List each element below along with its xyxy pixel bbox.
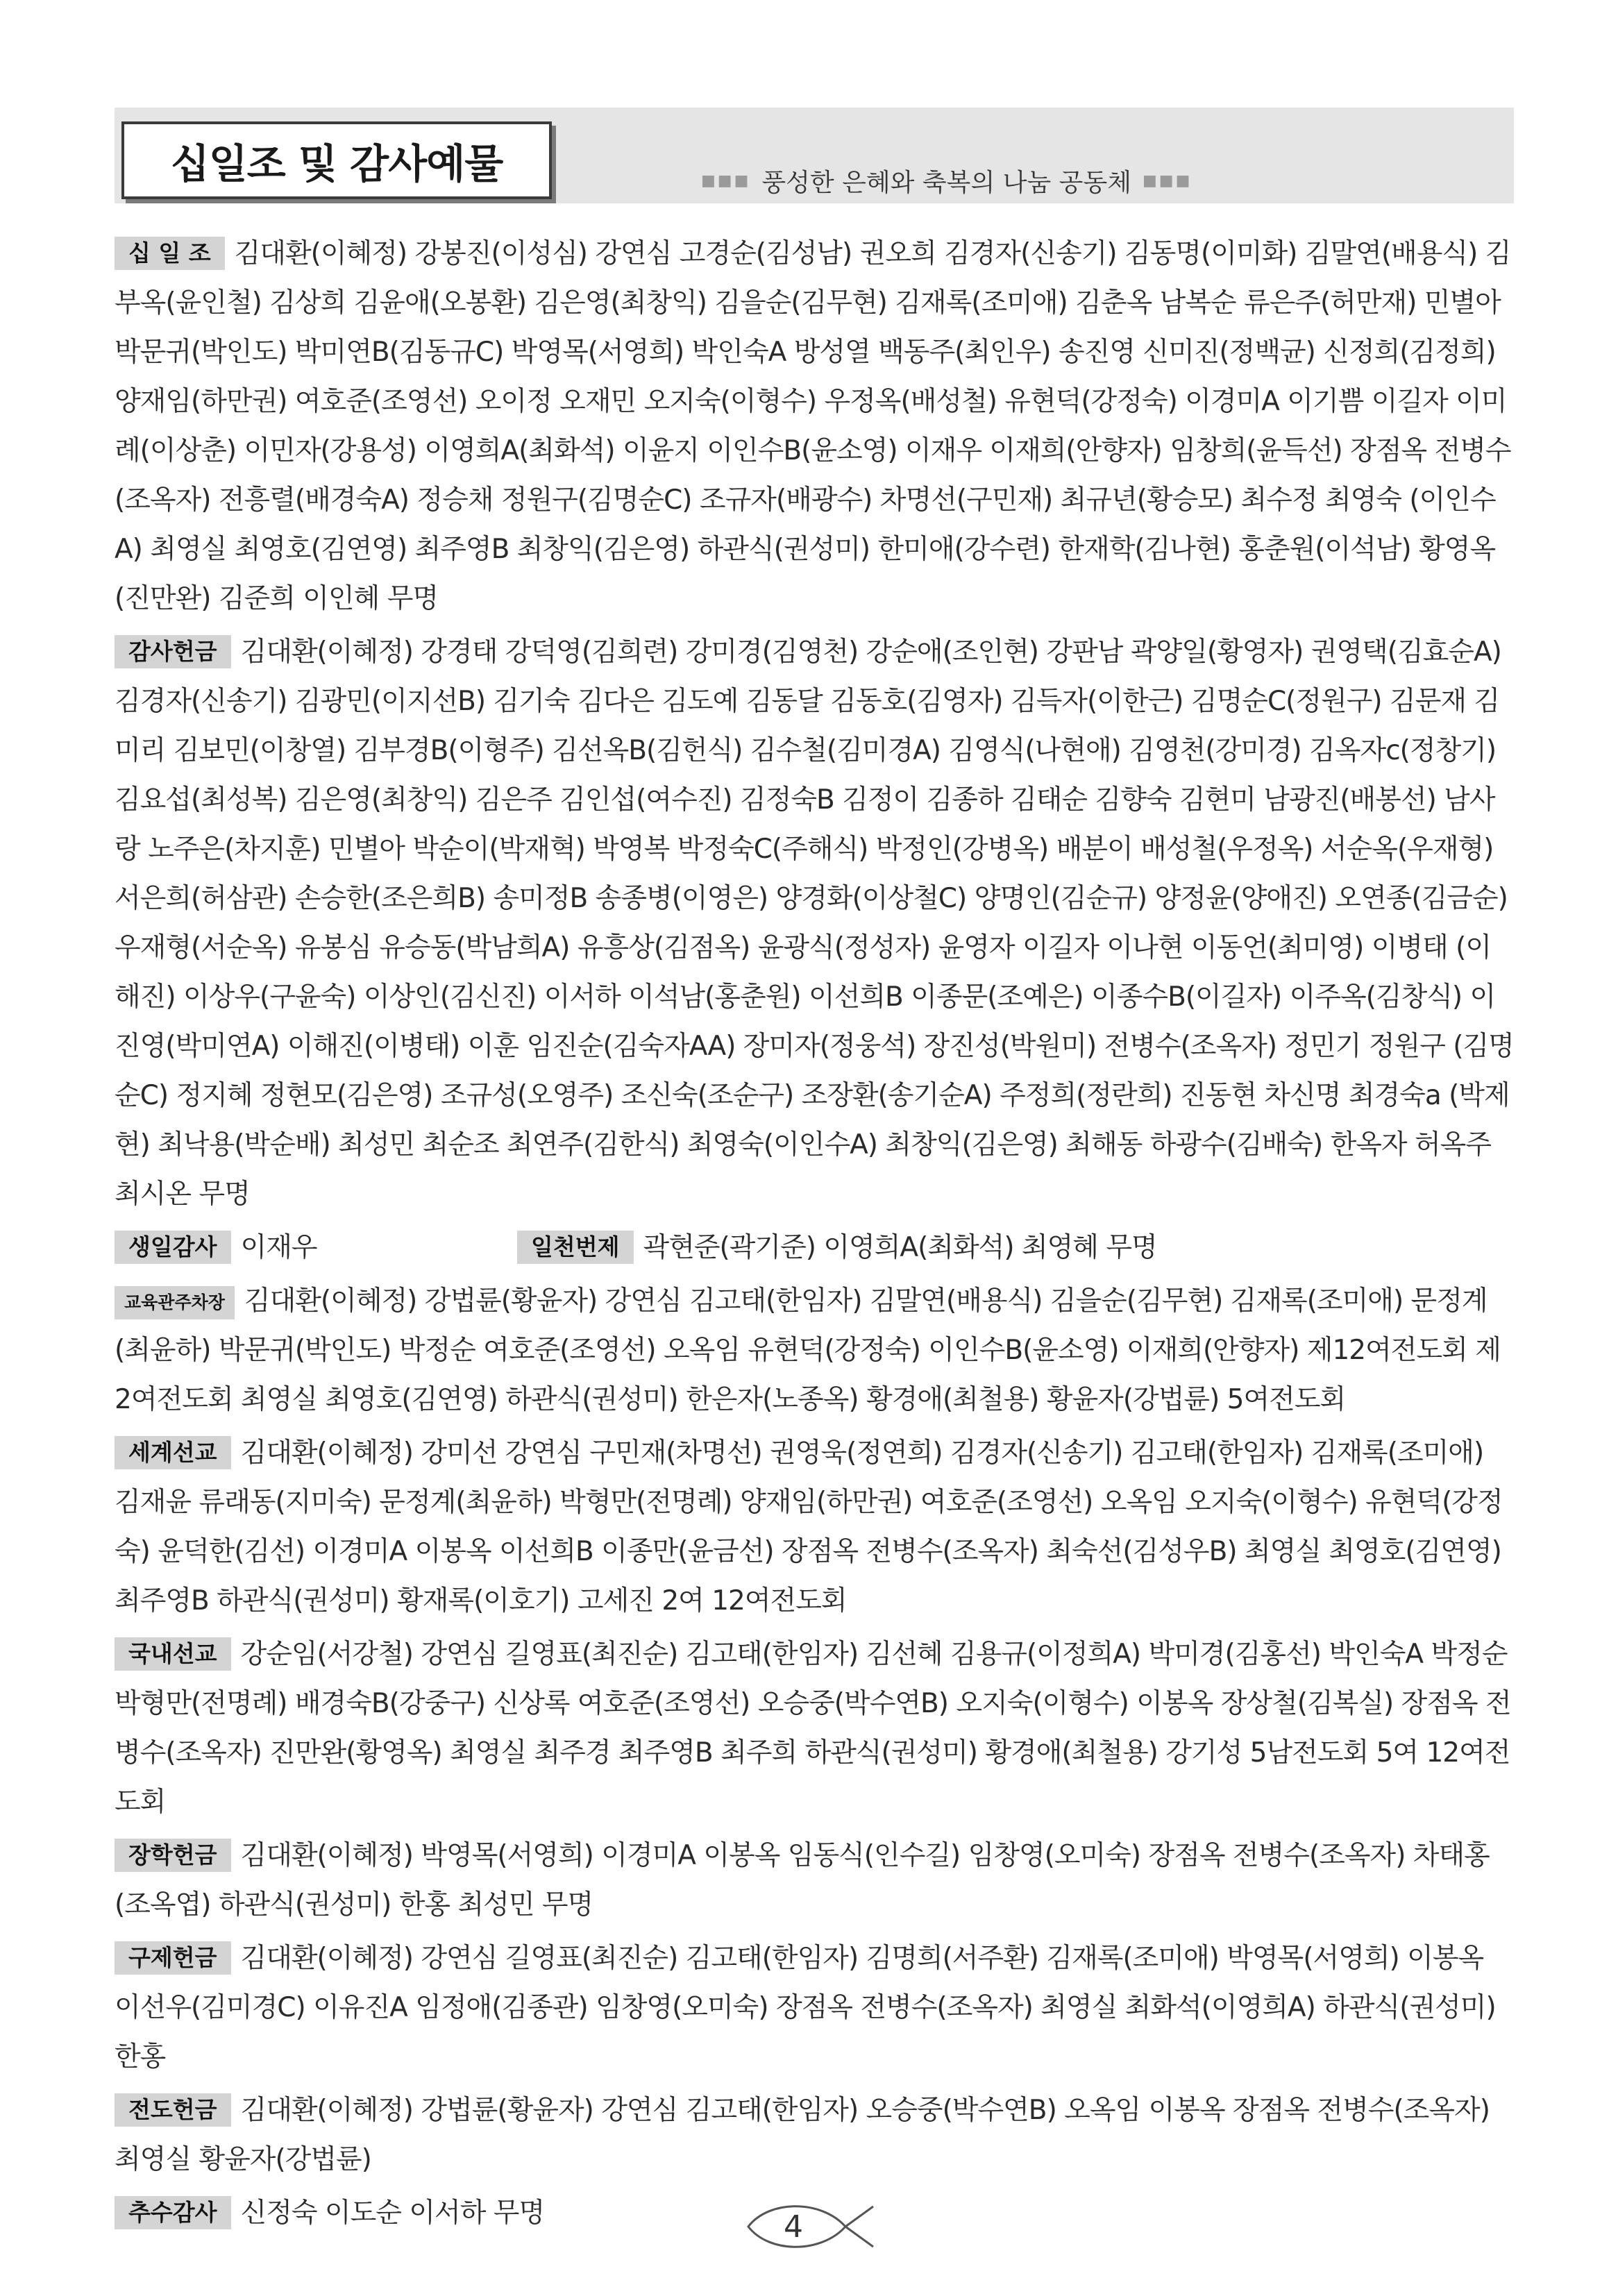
name-list: 곽현준(곽기준) 이영희A(최화석) 최영혜 무명 <box>643 1232 1157 1263</box>
subtitle-text: 풍성한 은혜와 축복의 나눔 공동체 <box>761 168 1131 197</box>
section-tithe <box>115 229 1514 623</box>
section-education <box>115 1276 1514 1424</box>
name-list: 강순임(서강철) 강연심 길영표(최진순) 김고태(한임자) 김선혜 김용규(이정희A) 박미경(김홍선) 박인숙A 박정순 박형만(전명례) 배경숙B(강중구) 신상록 여호준(조영선) 오승중(박수연B) 오지숙(이형수) 이봉옥 장상철(김복실) 장점옥 전병수(조옥자) 진만완(황영옥) 최영실 최주경 최주영B 최주희 하관식(권성미) 황경애(최철용) 강기성 5남전도회 5여 12여전도회 <box>115 1639 1511 1818</box>
section-world-mission <box>115 1428 1514 1626</box>
name-list: 김대환(이혜정) 박영목(서영희) 이경미A 이봉옥 임동식(인수길) 임창영(오미숙) 장점옥 전병수(조옥자) 차태홍 (조옥엽) 하관식(권성미) 한홍 최성민 무명 <box>115 1840 1490 1921</box>
section-label: 십 일 조 <box>115 237 225 270</box>
name-list: 김대환(이혜정) 강법륜(황윤자) 강연심 김고태(한임자) 오승중(박수연B) 오옥임 이봉옥 장점옥 전병수(조옥자) 최영실 황윤자(강법륜) <box>115 2095 1490 2175</box>
section-label: 추수감사 <box>115 2196 231 2229</box>
section-label: 생일감사 <box>115 1231 231 1264</box>
section-label: 일천번제 <box>517 1231 634 1264</box>
name-list: 김대환(이혜정) 강경태 강덕영(김희련) 강미경(김영천) 강순애(조인현) 강판남 곽양일(황영자) 권영택(김효순A) 김경자(신송기) 김광민(이지선B) 김기숙 김다은 김도예 김동달 김동호(김영자) 김득자(이한근) 김명순C(정원구) 김문재 김미리 김보민(이창열) 김부경B(이형주) 김선옥B(김헌식) 김수철(김미경A) 김영식(나현애) 김영천(강미경) 김옥자c(정창기) 김요섭(최성복) 김은영(최창익) 김은주 김인섭(여수진) 김정숙B 김정이 김종하 김태순 김향숙 김현미 남광진(배봉선) 남사랑 노주은(차지훈) 민별아 박순이(박재혁) 박영복 박정숙C(주해식) 박정인(강병옥) 배분이 배성철(우정옥) 서순옥(우재형) 서은희(허삼관) 손승한(조은희B) 송미정B 송종병(이영은) 양경화(이상철C) 양명인(김순규) 양정윤(양애진) 오연종(김금순) 우재형(서순옥) 유봉심 유승동(박남희A) 유흥상(김점옥) 윤광식(정성자) 윤영자 이길자 이나현 이동언(최미영) 이병태 (이해진) 이상우(구윤숙) 이상인(김신진) 이서하 이석남(홍춘원) 이선희B 이종문(조예은) 이종수B(이길자) 이주옥(김창식) 이진영(박미연A) 이해진(이병태) 이훈 임진순(김숙자AA) 장미자(정웅석) 장진성(박원미) 전병수(조옥자) 정민기 정원구 (김명순C) 정지혜 정현모(김은영) 조규성(오영주) 조신숙(조순구) 조장환(송기순A) 주정희(정란희) 진동현 차신명 최경숙a (박제현) 최낙용(박순배) 최성민 최순조 최연주(김한식) 최영숙(이인수A) 최창익(김은영) 최해동 하광수(김배숙) 한옥자 허옥주 최시온 무명 <box>115 636 1514 1210</box>
decorative-dots-right: ■■■ <box>1143 171 1193 189</box>
section-relief <box>115 1934 1514 2082</box>
name-list: 김대환(이혜정) 강봉진(이성심) 강연심 고경순(김성남) 권오희 김경자(신송기) 김동명(이미화) 김말연(배용식) 김부옥(윤인철) 김상희 김윤애(오봉환) 김은영(최창익) 김을순(김무현) 김재록(조미애) 김춘옥 남복순 류은주(허만재) 민별아 박문귀(박인도) 박미연B(김동규C) 박영목(서영희) 박인숙A 방성열 백동주(최인우) 송진영 신미진(정백균) 신정희(김정희) 양재임(하만권) 여호준(조영선) 오이정 오재민 오지숙(이형수) 우정옥(배성철) 유현덕(강정숙) 이경미A 이기쁨 이길자 이미례(이상춘) 이민자(강용성) 이영희A(최화석) 이윤지 이인수B(윤소영) 이재우 이재희(안향자) 임창희(윤득선) 장점옥 전병수(조옥자) 전흥렬(배경숙A) 정승채 정원구(김명순C) 조규자(배광수) 차명선(구민재) 최규년(황승모) 최수정 최영숙 (이인수A) 최영실 최영호(김연영) 최주영B 최창익(김은영) 하관식(권성미) 한미애(강수련) 한재학(김나현) 홍춘원(이석남) 황영옥(진만완) 김준희 이인혜 무명 <box>115 238 1511 614</box>
page-number: 4 <box>784 2209 803 2245</box>
name-list: 김대환(이혜정) 강연심 길영표(최진순) 김고태(한임자) 김명희(서주환) 김재록(조미애) 박영목(서영희) 이봉옥 이선우(김미경C) 이유진A 임정애(김종관) 임창영(오미숙) 장점옥 전병수(조옥자) 최영실 최화석(이영희A) 하관식(권성미) 한홍 <box>115 1943 1496 2073</box>
offering-list <box>115 229 1514 2242</box>
section-label: 교육관주차장 <box>115 1286 235 1319</box>
section-domestic-mission <box>115 1630 1514 1827</box>
section-birthday <box>115 1223 517 1272</box>
name-list: 이재우 <box>240 1232 317 1263</box>
section-label: 장학헌금 <box>115 1839 231 1872</box>
section-scholarship <box>115 1831 1514 1930</box>
section-evangelism <box>115 2086 1514 2184</box>
name-list: 김대환(이혜정) 강미선 강연심 구민재(차명선) 권영욱(정연희) 김경자(신송기) 김고태(한임자) 김재록(조미애) 김재윤 류래동(지미숙) 문정계(최윤하) 박형만(전명례) 양재임(하만권) 여호준(조영선) 오옥임 오지숙(이형수) 유현덕(강정숙) 윤덕한(김선) 이경미A 이봉옥 이선희B 이종만(윤금선) 장점옥 전병수(조옥자) 최숙선(김성우B) 최영실 최영호(김연영) 최주영B 하관식(권성미) 황재록(이호기) 고세진 2여 12여전도회 <box>115 1437 1503 1617</box>
section-label: 국내선교 <box>115 1637 231 1671</box>
page-title: 십일조 및 감사예물 <box>121 121 552 199</box>
section-thousand <box>517 1223 1157 1272</box>
section-label: 세계선교 <box>115 1436 231 1469</box>
subtitle <box>701 161 1192 200</box>
section-birthday-thousand <box>115 1223 1514 1272</box>
decorative-dots-left: ■■■ <box>701 171 751 189</box>
name-list: 신정숙 이도순 이서하 무명 <box>240 2197 545 2229</box>
page-footer <box>741 2197 880 2256</box>
section-thanks <box>115 627 1514 1219</box>
name-list: 김대환(이혜정) 강법륜(황윤자) 강연심 김고태(한임자) 김말연(배용식) 김을순(김무현) 김재록(조미애) 문정계 (최윤하) 박문귀(박인도) 박정순 여호준(조영선) 오옥임 유현덕(강정숙) 이인수B(윤소영) 이재희(안향자) 제12여전도회 제2여전도회 최영실 최영호(김연영) 하관식(권성미) 한은자(노종옥) 황경애(최철용) 황윤자(강법륜) 5여전도회 <box>115 1285 1501 1415</box>
section-label: 감사헌금 <box>115 635 231 668</box>
section-label: 전도헌금 <box>115 2093 231 2127</box>
section-label: 구제헌금 <box>115 1941 231 1975</box>
